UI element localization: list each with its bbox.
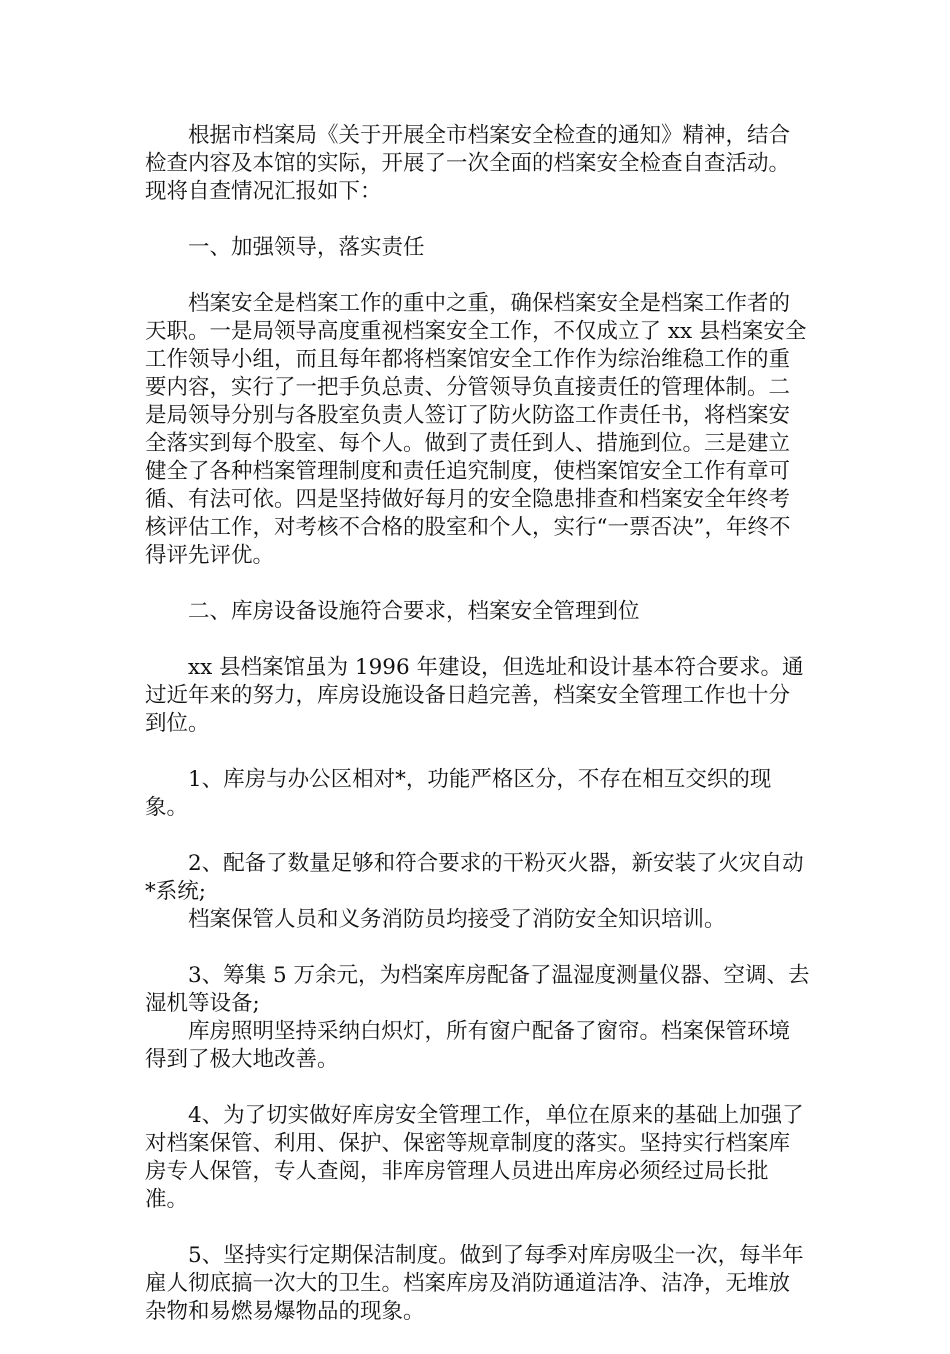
intro-paragraph: 根据市档案局《关于开展全市档案安全检查的通知》精神，结合检查内容及本馆的实际，开展了一次全面的档案安全检查自查活动。现将自查情况汇报如下： (145, 123, 791, 204)
section-heading-2: 二、库房设备设施符合要求，档案安全管理到位 (188, 599, 640, 624)
section-2-intro-paragraph: xx 县档案馆虽为 1996 年建设，但选址和设计基本符合要求。通过近年来的努力，库房设施设备日趋完善，档案安全管理工作也十分到位。 (145, 655, 804, 736)
item-3-continuation: 库房照明坚持采纳白炽灯，所有窗户配备了窗帘。档案保管环境得到了极大地改善。 (145, 1019, 791, 1072)
item-1-paragraph: 1、库房与办公区相对*，功能严格区分，不存在相互交织的现象。 (145, 767, 772, 820)
item-2-paragraph: 2、配备了数量足够和符合要求的干粉灭火器，新安装了火灾自动*系统; (145, 851, 804, 904)
item-4-paragraph: 4、为了切实做好库房安全管理工作，单位在原来的基础上加强了对档案保管、利用、保护、保密等规章制度的落实。坚持实行档案库房专人保管，专人查阅，非库房管理人员进出库房必须经过局长批准。 (145, 1103, 804, 1212)
item-5-paragraph: 5、坚持实行定期保洁制度。做到了每季对库房吸尘一次，每半年雇人彻底搞一次大的卫生。档案库房及消防通道洁净、洁净，无堆放杂物和易燃易爆物品的现象。 (145, 1243, 804, 1324)
section-1-paragraph: 档案安全是档案工作的重中之重，确保档案安全是档案工作者的天职。一是局领导高度重视档案安全工作，不仅成立了 xx 县档案安全工作领导小组，而且每年都将档案馆安全工作作为综治维稳工作的重要内容，实行了一把手负总责、分管领导负直接责任的管理体制。二是局领导分别与各股室负责人签订了防火防盗工作责任书，将档案安全落实到每个股室、每个人。做到了责任到人、措施到位。三是建立健全了各种档案管理制度和责任追究制度，使档案馆安全工作有章可循、有法可依。四是坚持做好每月的安全隐患排查和档案安全年终考核评估工作，对考核不合格的股室和个人，实行“一票否决”，年终不得评先评优。 (145, 291, 807, 568)
section-heading-1: 一、加强领导，落实责任 (188, 235, 425, 260)
document-body (145, 122, 810, 1354)
item-3-paragraph: 3、筹集 5 万余元，为档案库房配备了温湿度测量仪器、空调、去湿机等设备; (145, 963, 810, 1016)
item-2-continuation: 档案保管人员和义务消防员均接受了消防安全知识培训。 (188, 907, 726, 932)
